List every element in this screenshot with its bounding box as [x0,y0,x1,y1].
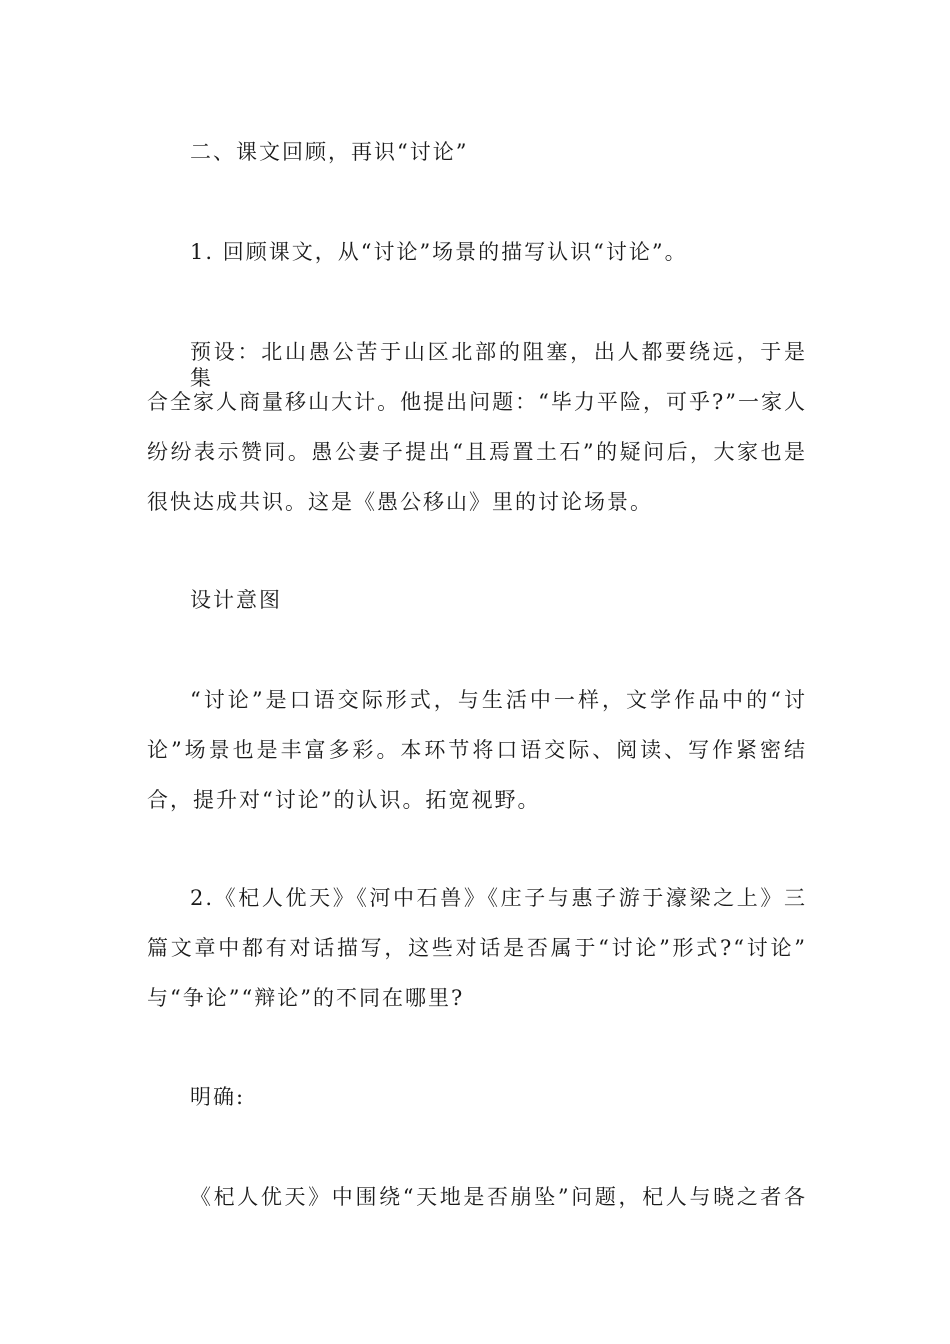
preset-line-2: 合全家人商量移山大计。他提出问题：“毕力平险，可乎?”一家人 [147,390,807,414]
design-intent-line-2: 论”场景也是丰富多彩。本环节将口语交际、阅读、写作紧密结 [147,738,807,762]
preset-line-3: 纷纷表示赞同。愚公妻子提出“且焉置土石”的疑问后，大家也是 [147,440,807,464]
clarify-line-1: 《杞人优天》中围绕“天地是否崩坠”问题，杞人与晓之者各 [190,1185,807,1209]
preset-line-1: 预设：北山愚公苦于山区北部的阻塞，出人都要绕远，于是集 [190,340,807,390]
preset-line-4: 很快达成共识。这是《愚公移山》里的讨论场景。 [147,490,653,514]
clarify-heading: 明确: [190,1085,246,1109]
design-intent-line-1: “讨论”是口语交际形式，与生活中一样，文学作品中的“讨 [190,688,807,712]
item-2-line-2: 篇文章中都有对话描写，这些对话是否属于“讨论”形式?“讨论” [147,936,807,960]
design-intent-line-3: 合，提升对“讨论”的认识。拓宽视野。 [147,788,541,812]
design-intent-heading: 设计意图 [190,588,282,612]
section-heading: 二、课文回顾，再识“讨论” [190,140,469,164]
item-1-text: 1. 回顾课文，从“讨论”场景的描写认识“讨论”。 [190,240,688,264]
item-2-line-1: 2.《杞人优天》《河中石兽》《庄子与惠子游于濠梁之上》三 [190,886,807,910]
item-2-line-3: 与“争论”“辩论”的不同在哪里? [147,986,465,1010]
